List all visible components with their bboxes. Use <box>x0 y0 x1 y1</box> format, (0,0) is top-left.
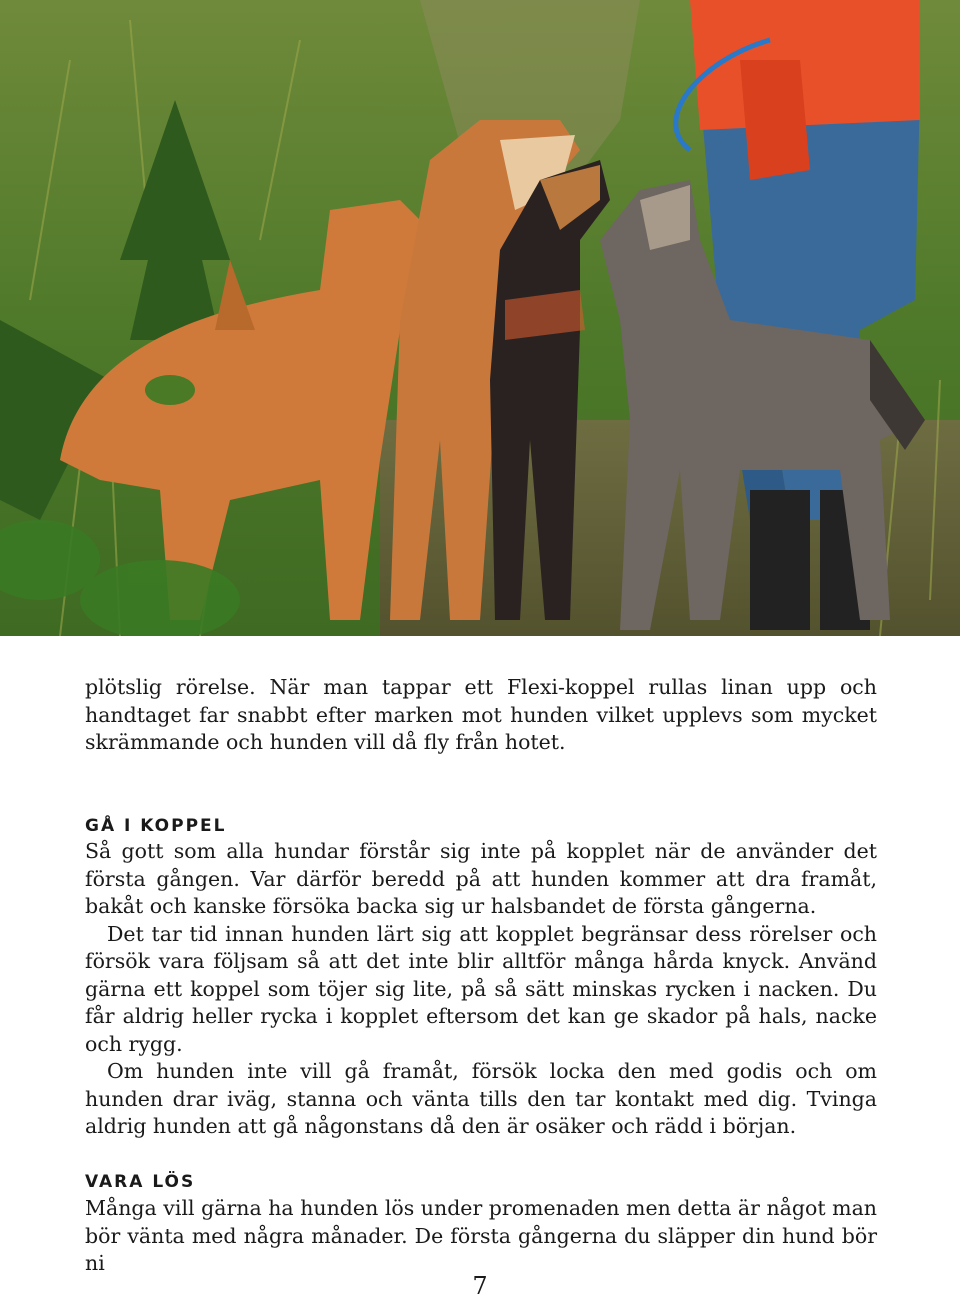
body-paragraph: Så gott som alla hundar förstår sig inte på kopplet när de använder det första gången. Var därför beredd på att hunden kommer att dra framåt, bakåt och kanske försöka backa sig ur halsbandet de första gångerna. <box>85 839 877 918</box>
section-heading-vara-los: VARA LÖS <box>85 1172 196 1192</box>
body-paragraph: Det tar tid innan hunden lärt sig att kopplet begränsar dess rörelser och försök vara följsam så att det inte blir alltför många hårda knyck. Använd gärna ett koppel som töjer sig lite, på så sätt minskas rycken i nacken. Du får aldrig heller rycka i kopplet eftersom det kan ge skador på hals, nacke och rygg. <box>85 921 877 1056</box>
body-paragraph: Många vill gärna ha hunden lös under promenaden men detta är något man bör vänta med några månader. De första gångerna du släpper din hund bör ni <box>85 1196 877 1275</box>
intro-paragraph-block <box>85 674 877 757</box>
section-heading-ga-i-koppel: GÅ I KOPPEL <box>85 816 227 836</box>
section-body-vara-los <box>85 1195 877 1278</box>
dogs-photo <box>0 0 960 636</box>
body-paragraph: Om hunden inte vill gå framåt, försök locka den med godis och om hunden drar iväg, stanna och vänta tills den tar kontakt med dig. Tvinga aldrig hunden att gå någonstans då den är osäker och rädd i början. <box>85 1059 877 1138</box>
page-number: 7 <box>472 1272 488 1300</box>
intro-paragraph: plötslig rörelse. När man tappar ett Flexi-koppel rullas linan upp och handtaget far snabbt efter marken mot hunden vilket upplevs som mycket skrämmande och hunden vill då fly från hotet. <box>85 675 877 754</box>
section-body-ga-i-koppel <box>85 838 877 1141</box>
